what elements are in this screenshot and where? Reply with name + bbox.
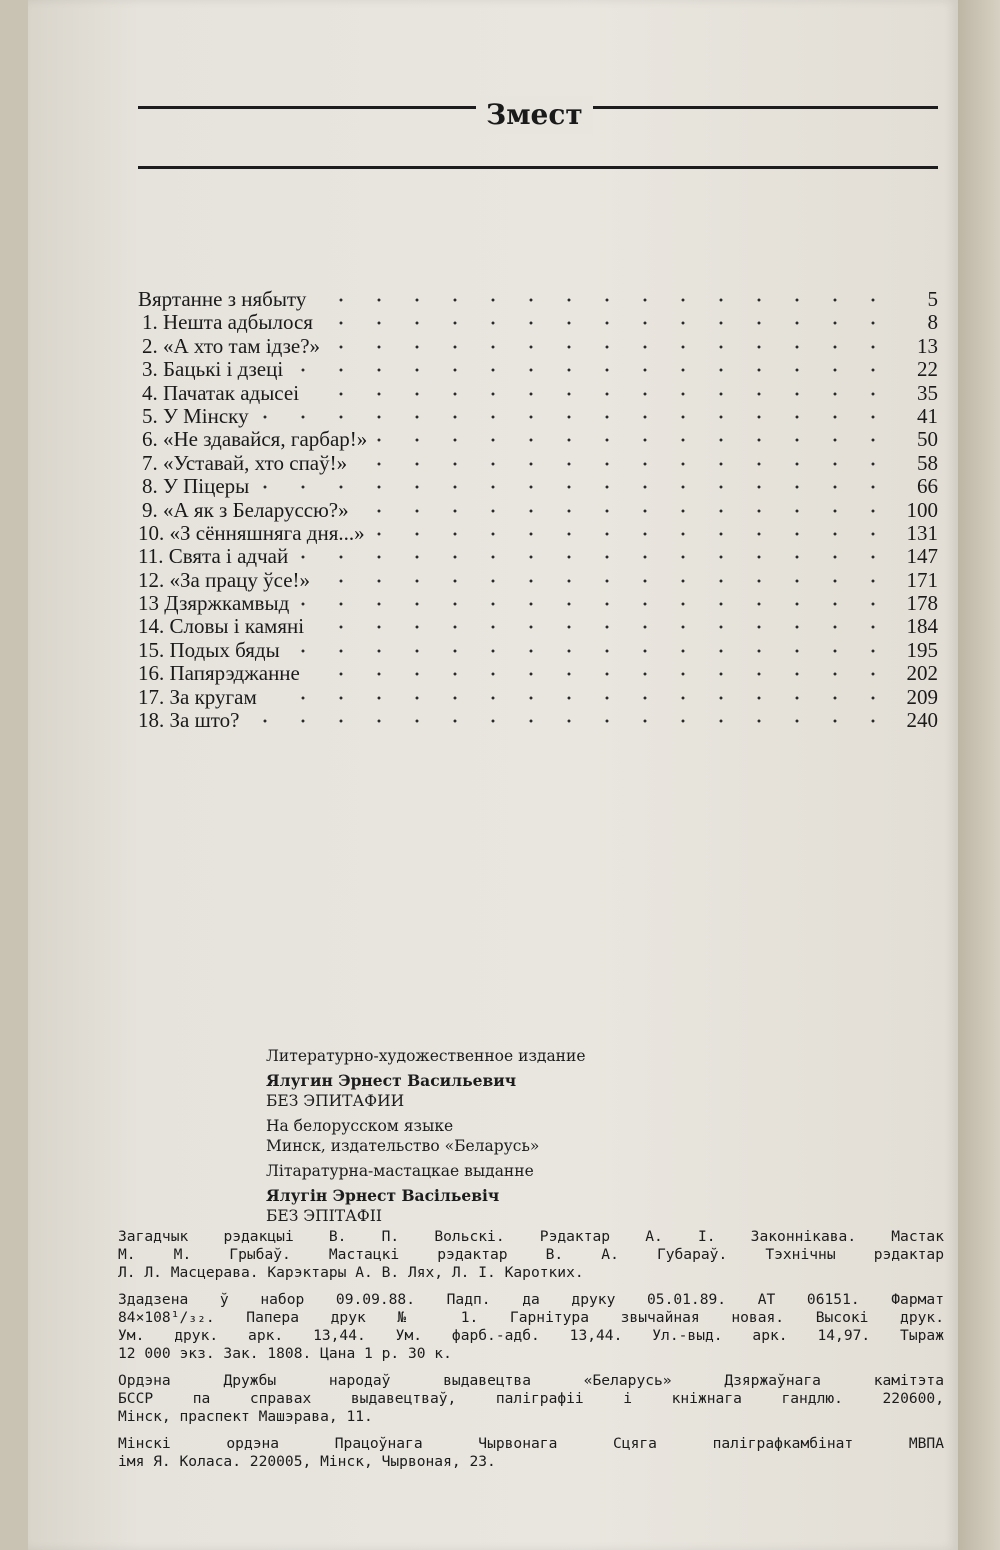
toc-dot-leader bbox=[267, 695, 878, 701]
toc-entry-title: 13 Дзяржкамвыд bbox=[138, 591, 290, 616]
toc-entry bbox=[138, 662, 938, 685]
toc-entry-title: 2. «А хто там ідзе?» bbox=[142, 333, 321, 358]
toc-entry bbox=[138, 686, 938, 709]
credits-line: 84×108¹/₃₂. Папера друк № 1. Гарнітура звычайная новая. Высокі друк. bbox=[118, 1309, 944, 1326]
credits-line: БССР па справах выдавецтваў, паліграфіі і кніжнага гандлю. 220600, bbox=[118, 1390, 944, 1407]
toc-entry bbox=[138, 382, 938, 405]
toc-entry bbox=[138, 522, 938, 545]
credits-line: М. М. Грыбаў. Мастацкі рэдактар В. А. Губараў. Тэхнічны рэдактар bbox=[118, 1246, 944, 1263]
toc-dot-leader bbox=[299, 601, 878, 607]
toc-dot-leader bbox=[298, 554, 878, 560]
author-ru: Ялугин Эрнест Васильевич bbox=[266, 1071, 517, 1090]
toc-entry-title: 7. «Уставай, хто спаў!» bbox=[142, 450, 348, 475]
toc-entry bbox=[138, 545, 938, 568]
toc-entry-page: 66 bbox=[917, 474, 938, 499]
toc-dot-leader bbox=[259, 484, 878, 490]
toc-entry bbox=[138, 358, 938, 381]
page-edge bbox=[958, 0, 1000, 1550]
toc-entry-title: 14. Словы і камяні bbox=[138, 614, 305, 639]
toc-entry bbox=[138, 405, 938, 428]
publisher-details bbox=[118, 1372, 944, 1426]
toc-dot-leader bbox=[316, 297, 878, 303]
toc-entry-page: 8 bbox=[927, 310, 938, 335]
credits-line: імя Я. Коласа. 220005, Мінск, Чырвоная, 23. bbox=[118, 1453, 496, 1470]
toc-dot-leader bbox=[359, 508, 878, 514]
language-note-ru: На белорусском языке bbox=[266, 1117, 454, 1135]
toc-entry-page: 5 bbox=[927, 287, 938, 311]
edition-type-ru: Литературно-художественное издание bbox=[266, 1047, 586, 1065]
toc-dot-leader bbox=[314, 624, 878, 630]
toc-dot-leader bbox=[357, 461, 878, 467]
toc-dot-leader bbox=[249, 718, 878, 724]
author-be: Ялугін Эрнест Васільевіч bbox=[266, 1186, 500, 1205]
credits-line: Ордэна Дружбы народаў выдавецтва «Беларусь» Дзяржаўнага камітэта bbox=[118, 1372, 944, 1389]
toc-entry-title: 17. За кругам bbox=[138, 684, 257, 709]
toc-entry-page: 209 bbox=[906, 684, 938, 709]
toc-entry-title: 1. Нешта адбылося bbox=[142, 310, 313, 335]
toc-entry-title: 9. «А як з Беларуссю?» bbox=[142, 497, 349, 522]
table-of-contents bbox=[138, 288, 938, 732]
page-title: Змест bbox=[476, 96, 593, 134]
toc-dot-leader bbox=[259, 414, 878, 420]
toc-entry-title: 16. Папярэджанне bbox=[138, 661, 300, 686]
credits-line: Мінскі ордэна Працоўнага Чырвонага Сцяга паліграфкамбінат МВПА bbox=[118, 1435, 944, 1452]
toc-dot-leader bbox=[293, 367, 878, 373]
toc-entry-title: 18. За што? bbox=[138, 708, 240, 733]
toc-entry-title: 6. «Не здавайся, гарбар!» bbox=[142, 427, 368, 452]
toc-entry bbox=[138, 639, 938, 662]
toc-entry bbox=[138, 615, 938, 638]
printing-details bbox=[118, 1291, 944, 1363]
book-title-ru: БЕЗ ЭПИТАФИИ bbox=[266, 1092, 405, 1110]
toc-entry-title: 4. Пачатак адысеі bbox=[142, 380, 300, 405]
editors-credits bbox=[118, 1228, 944, 1282]
contents-header bbox=[138, 96, 938, 176]
credits-line: 12 000 экз. Зак. 1808. Цана 1 р. 30 к. bbox=[118, 1345, 452, 1362]
credits-line: Ум. друк. арк. 13,44. Ум. фарб.-адб. 13,44. Ул.-выд. арк. 14,97. Тыраж bbox=[118, 1327, 944, 1344]
toc-entry-page: 202 bbox=[906, 661, 938, 686]
toc-dot-leader bbox=[323, 320, 878, 326]
toc-dot-leader bbox=[375, 531, 878, 537]
toc-entry bbox=[138, 709, 938, 732]
book-title-be: БЕЗ ЭПІТАФІІ bbox=[266, 1207, 382, 1225]
toc-entry-page: 240 bbox=[906, 708, 938, 733]
toc-dot-leader bbox=[377, 437, 878, 443]
toc-dot-leader bbox=[309, 391, 878, 397]
toc-entry-page: 58 bbox=[917, 450, 938, 475]
toc-entry-page: 22 bbox=[917, 357, 938, 382]
toc-entry bbox=[138, 592, 938, 615]
toc-entry-title: 10. «З сённяшняга дня...» bbox=[138, 520, 365, 545]
toc-entry-title: 15. Подых бяды bbox=[138, 637, 280, 662]
credits-line: Мінск, праспект Машэрава, 11. bbox=[118, 1408, 373, 1425]
toc-dot-leader bbox=[310, 671, 878, 677]
imprint-block bbox=[266, 1046, 766, 1226]
toc-entry bbox=[138, 335, 938, 358]
toc-entry-title: 11. Свята і адчай bbox=[138, 544, 289, 569]
toc-dot-leader bbox=[320, 578, 878, 584]
toc-entry-title: Вяртанне з нябыту bbox=[138, 287, 307, 311]
edition-type-be: Літаратурна-мастацкае выданне bbox=[266, 1162, 534, 1180]
toc-entry-title: 5. У Мінску bbox=[142, 403, 249, 428]
credits-line: Здадзена ў набор 09.09.88. Падп. да друку 05.01.89. АТ 06151. Фармат bbox=[118, 1291, 944, 1308]
toc-entry bbox=[138, 311, 938, 334]
toc-entry-page: 171 bbox=[906, 567, 938, 592]
credits-block bbox=[118, 1228, 944, 1480]
toc-entry-title: 12. «За працу ўсе!» bbox=[138, 567, 311, 592]
toc-entry bbox=[138, 452, 938, 475]
toc-entry-page: 41 bbox=[917, 403, 938, 428]
publisher-ru: Минск, издательство «Беларусь» bbox=[266, 1137, 540, 1155]
toc-entry bbox=[138, 428, 938, 451]
toc-entry-title: 3. Бацькі і дзеці bbox=[142, 357, 284, 382]
toc-entry-page: 50 bbox=[917, 427, 938, 452]
toc-dot-leader bbox=[290, 648, 878, 654]
toc-entry-page: 184 bbox=[906, 614, 938, 639]
toc-entry bbox=[138, 499, 938, 522]
toc-entry bbox=[138, 288, 938, 311]
credits-line: Загадчык рэдакцыі В. П. Вольскі. Рэдактар А. І. Законнікава. Мастак bbox=[118, 1228, 944, 1245]
toc-entry-page: 100 bbox=[906, 497, 938, 522]
toc-entry bbox=[138, 475, 938, 498]
toc-entry-page: 178 bbox=[906, 591, 938, 616]
toc-entry-page: 13 bbox=[917, 333, 938, 358]
toc-entry-title: 8. У Піцеры bbox=[142, 474, 250, 499]
header-rule-bottom bbox=[138, 166, 938, 169]
credits-line: Л. Л. Масцерава. Карэктары А. В. Лях, Л. І. Каротких. bbox=[118, 1264, 584, 1281]
toc-entry-page: 35 bbox=[917, 380, 938, 405]
toc-entry-page: 147 bbox=[906, 544, 938, 569]
toc-entry bbox=[138, 569, 938, 592]
printer-details bbox=[118, 1435, 944, 1471]
toc-entry-page: 195 bbox=[906, 637, 938, 662]
toc-dot-leader bbox=[330, 344, 878, 350]
toc-entry-page: 131 bbox=[906, 520, 938, 545]
